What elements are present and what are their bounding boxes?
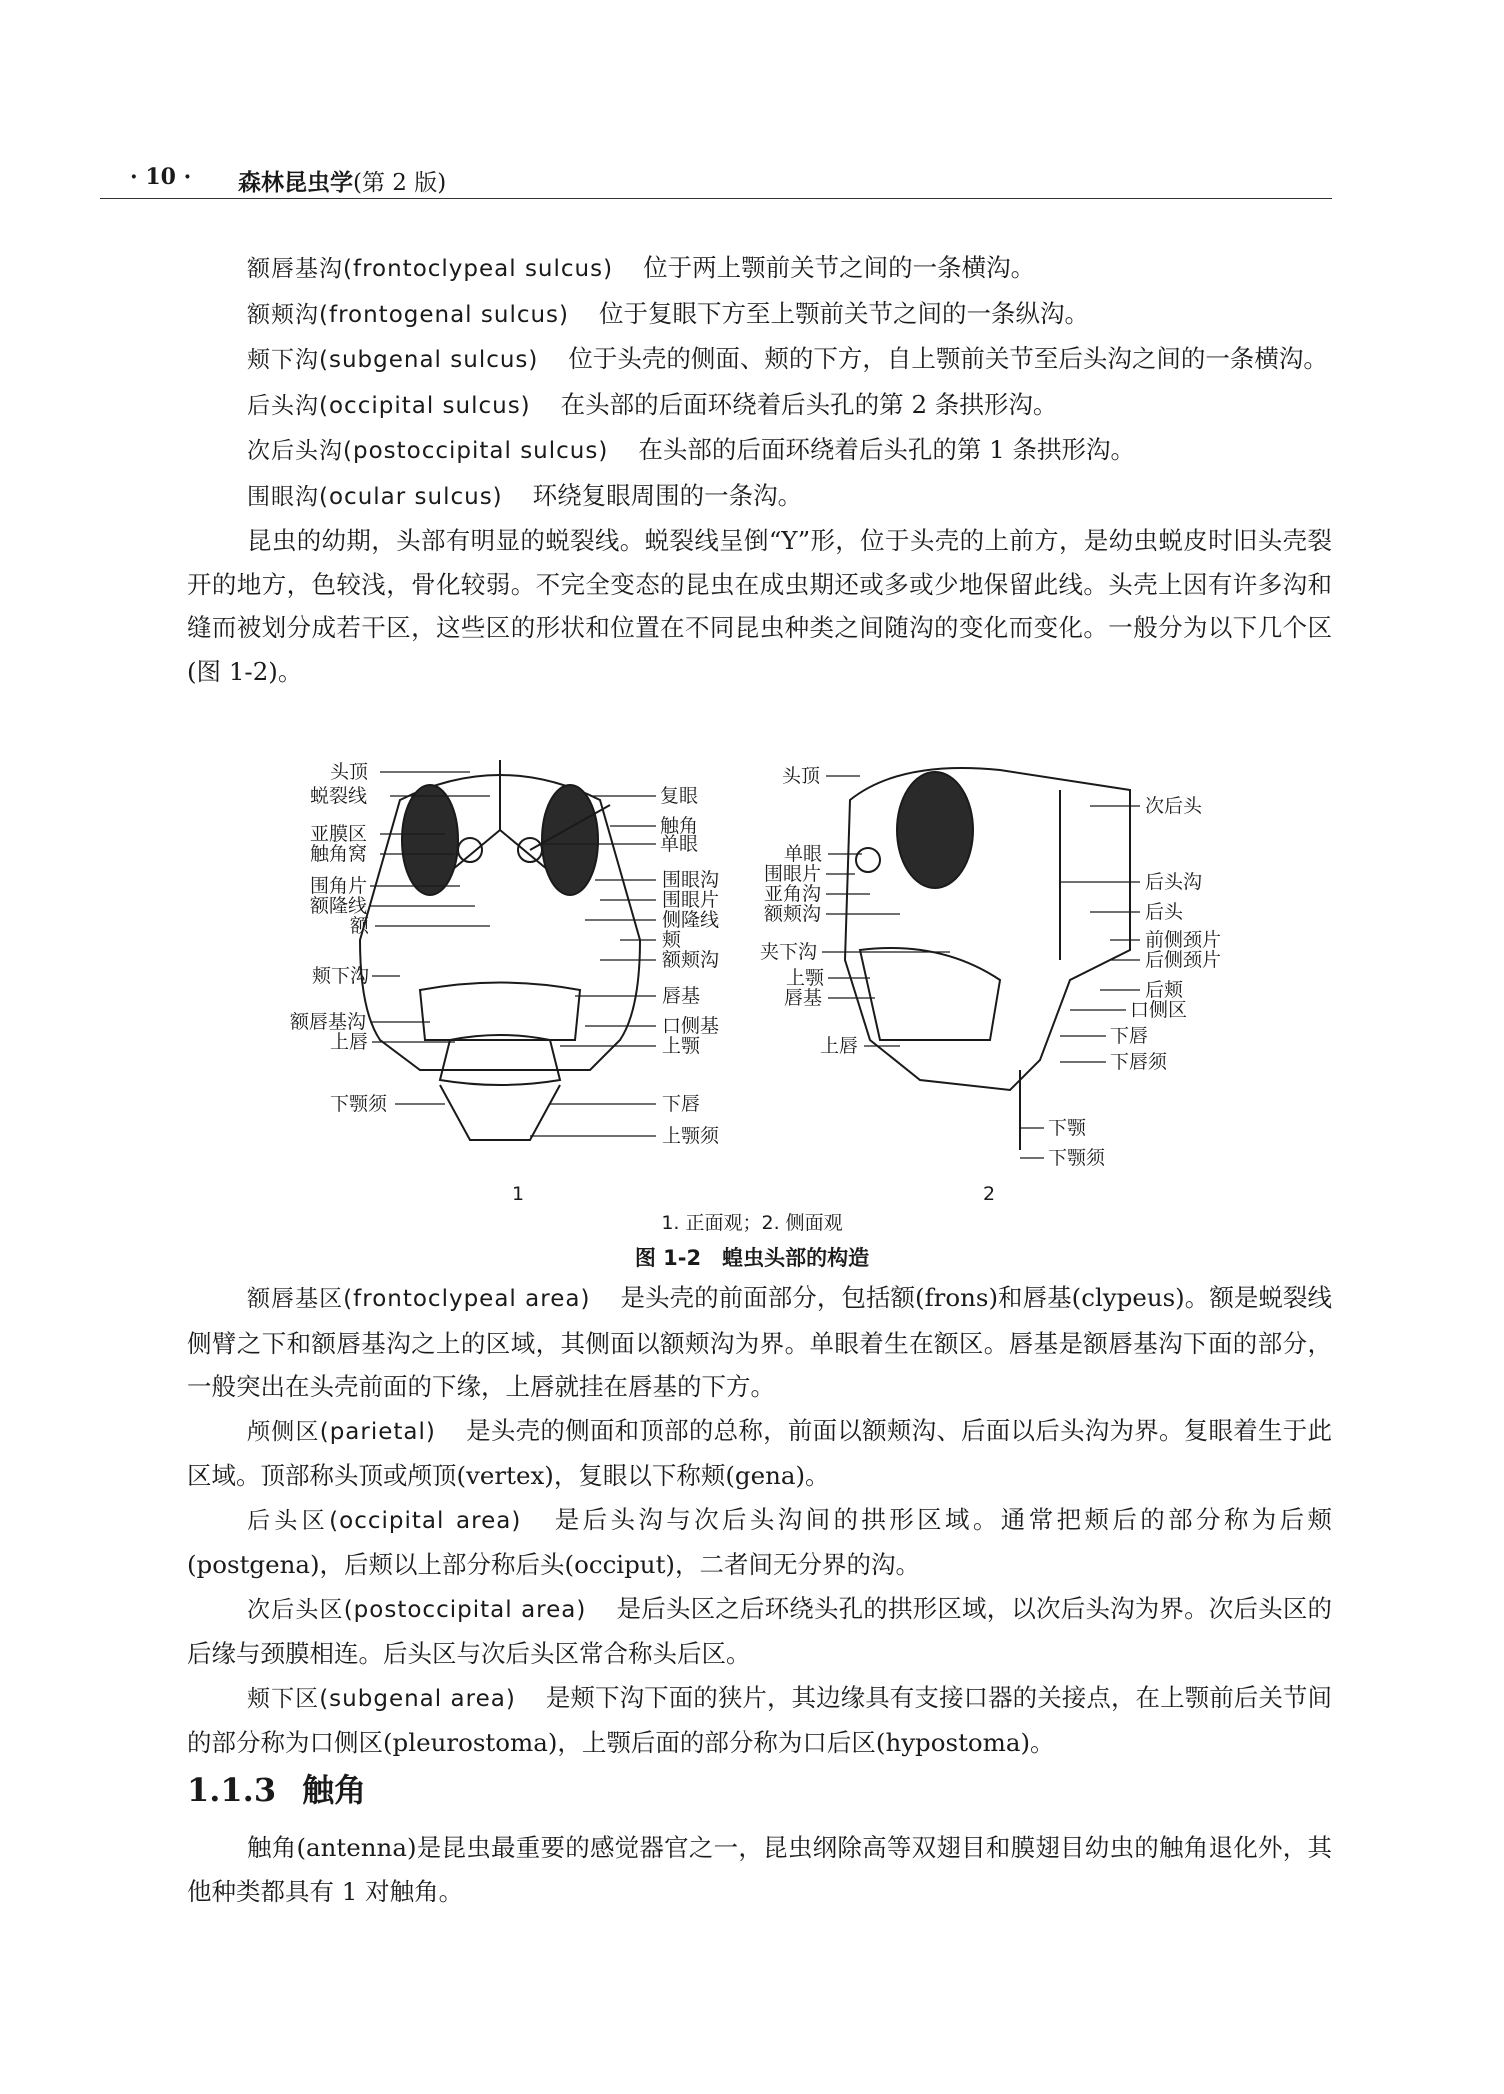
label-front-subgenal: 颊下沟 (312, 965, 370, 987)
definition-text: 环绕复眼周围的一条沟。 (532, 480, 803, 510)
label-front-labrum: 上唇 (330, 1031, 369, 1053)
label-front-maxillary-palp: 下颚须 (330, 1093, 388, 1115)
antenna-section-body (187, 1826, 1332, 1913)
label-front-frontogenal: 额颊沟 (662, 949, 720, 971)
book-title (238, 164, 446, 197)
front-view-labels (290, 761, 720, 1147)
definition-term: 额颊沟(frontogenal sulcus) (247, 301, 570, 328)
label-side-clypeus: 唇基 (784, 987, 823, 1009)
definition-term: 颅侧区(parietal) (247, 1418, 436, 1445)
label-side-labium: 下唇 (1110, 1025, 1149, 1047)
definition-paragraph (187, 383, 1332, 429)
antenna-paragraph: 触角(antenna)是昆虫最重要的感觉器官之一，昆虫纲除高等双翅目和膜翅目幼虫的触角退化外，其他种类都具有 1 对触角。 (187, 1833, 1332, 1906)
mouthparts-shape (440, 1085, 560, 1140)
label-front-frons: 额 (350, 915, 370, 937)
area-definitions (187, 1276, 1332, 1765)
definition-text: 是头壳的前面部分，包括额(frons)和唇基(clypeus)。额是蜕裂线侧臂之下和额唇基沟之上的区域，其侧面以额颊沟为界。单眼着生在额区。唇基是额唇基沟下面的部分，一般突出在头壳前面的下缘，上唇就挂在唇基的下方。 (187, 1283, 1332, 1401)
label-front-mandible: 上颚 (662, 1035, 701, 1057)
definition-term: 颊下沟(subgenal sulcus) (247, 347, 539, 373)
label-front-clypeus: 唇基 (662, 985, 701, 1007)
panel-2-label: 2 (983, 1183, 996, 1205)
definition-paragraph (187, 1676, 1332, 1765)
definition-text: 位于两上颚前关节之间的一条横沟。 (643, 253, 1036, 282)
definition-term: 次后头沟(postoccipital sulcus) (247, 438, 609, 464)
label-side-maxillary-palp: 下颚须 (1048, 1147, 1106, 1169)
label-side-occipital-sulcus: 后头沟 (1145, 871, 1203, 893)
figure-caption: 图 1-2 蝗虫头部的构造 (634, 1246, 870, 1270)
definition-term: 颊下区(subgenal area) (247, 1685, 516, 1712)
sulci-definitions (187, 246, 1332, 693)
label-front-ocular-sulcus: 围眼沟 (662, 869, 720, 891)
label-front-ocular-sclerite: 围眼片 (662, 889, 720, 911)
clypeus-shape (420, 983, 580, 1041)
definition-paragraph (187, 1587, 1332, 1676)
compound-eye-right-icon (542, 785, 598, 895)
labrum-shape (440, 1035, 560, 1085)
label-front-lateral-ridge: 侧隆线 (662, 909, 720, 931)
label-side-ocellus: 单眼 (784, 843, 823, 865)
running-header (100, 164, 1332, 196)
label-side-ocular-sclerite: 围眼片 (764, 863, 822, 885)
definition-paragraph (187, 337, 1332, 383)
compound-eye-left-icon (402, 785, 458, 895)
definition-term: 围眼沟(ocular sulcus) (247, 483, 503, 510)
front-view-drawing (360, 760, 640, 1140)
label-front-labium: 下唇 (662, 1093, 701, 1115)
definition-text: 在头部的后面环绕着后头孔的第 1 条拱形沟。 (638, 435, 1136, 464)
definition-paragraph (187, 246, 1332, 292)
side-view-drawing (845, 768, 1130, 1150)
definition-text: 在头部的后面环绕着后头孔的第 2 条拱形沟。 (560, 389, 1058, 419)
label-side-frontogenal: 额颊沟 (764, 903, 822, 925)
side-view-labels (760, 765, 1221, 1169)
side-head-outline (845, 768, 1130, 1090)
definition-text: 是头壳的侧面和顶部的总称，前面以额颊沟、后面以后头沟为界。复眼着生于此区域。顶部称头顶或颅顶(vertex)，复眼以下称颊(gena)。 (187, 1415, 1333, 1490)
label-front-compound-eye: 复眼 (660, 785, 699, 807)
definition-term: 后头沟(occipital sulcus) (247, 392, 531, 419)
label-side-labrum: 上唇 (820, 1035, 859, 1057)
label-front-ecdysial: 蜕裂线 (310, 785, 368, 807)
antennal-socket-side-icon (856, 848, 880, 872)
compound-eye-side-icon (897, 772, 973, 888)
definition-text: 位于头壳的侧面、颊的下方，自上颚前关节至后头沟之间的一条横沟。 (568, 344, 1328, 373)
definition-term: 额唇基区(frontoclypeal area) (247, 1286, 591, 1312)
label-side-subgenal: 夹下沟 (760, 941, 818, 963)
intro-paragraph: 昆虫的幼期，头部有明显的蜕裂线。蜕裂线呈倒“Y”形，位于头壳的上前方，是幼虫蜕皮时旧头壳裂开的地方，色较浅，骨化较弱。不完全变态的昆虫在成虫期还或多或少地保留此线。头壳上因有许多沟和缝而被划分成若干区，这些区的形状和位置在不同昆虫种类之间随沟的变化而变化。一般分为以下几个区(图 1-2)。 (187, 526, 1332, 686)
label-side-mandible: 上颚 (786, 967, 825, 989)
label-front-antennal-ring: 围角片 (310, 875, 368, 897)
panel-1-label: 1 (512, 1183, 525, 1205)
book-title-text: 森林昆虫学 (238, 169, 353, 196)
header-rule (100, 198, 1332, 199)
definition-term: 后头区(occipital area) (247, 1507, 522, 1534)
definition-text: 是后头区之后环绕头孔的拱形区域，以次后头沟为界。次后头区的后缘与颈膜相连。后头区与次后头区常合称头后区。 (187, 1593, 1333, 1668)
label-side-pleurostoma: 口侧区 (1130, 999, 1188, 1021)
ecdysial-line (440, 760, 560, 880)
section-number: 1.1.3 (187, 1771, 277, 1809)
mandible-side-shape (860, 948, 1000, 1040)
locust-head-diagram (0, 740, 1504, 1210)
label-side-postocciput: 次后头 (1145, 795, 1203, 817)
label-front-ocellus: 单眼 (660, 833, 699, 855)
label-side-labial-palp: 下唇须 (1110, 1051, 1168, 1073)
label-side-maxilla: 下颚 (1048, 1117, 1087, 1139)
definition-paragraph (187, 1276, 1332, 1409)
label-side-anterior-cervical: 前侧颈片 (1145, 929, 1222, 951)
definition-paragraph (187, 1498, 1332, 1587)
label-front-antenna: 触角 (660, 815, 699, 837)
label-front-antennal-socket: 触角窝 (310, 843, 368, 865)
label-front-pleurostoma: 口侧基 (662, 1015, 720, 1037)
label-front-frontoclypeal: 额唇基沟 (290, 1011, 367, 1033)
label-side-vertex: 头顶 (782, 765, 821, 787)
figure-1-2 (0, 740, 1504, 1280)
label-side-posterior-cervical: 后侧颈片 (1145, 949, 1222, 971)
section-heading (187, 1765, 366, 1811)
definition-text: 是颊下沟下面的狭片，其边缘具有支接口器的关接点，在上颚前后关节间的部分称为口侧区(pleurostoma)，上颚后面的部分称为口后区(hypostoma)。 (187, 1682, 1332, 1757)
definition-text: 位于复眼下方至上颚前关节之间的一条纵沟。 (599, 298, 1090, 328)
definition-term: 额唇基沟(frontoclypeal sulcus) (247, 256, 614, 282)
label-front-frontal-ridge: 额隆线 (310, 895, 368, 917)
label-front-vertex: 头顶 (330, 761, 369, 783)
section-title: 触角 (302, 1771, 367, 1809)
definition-text: 是后头沟与次后头沟间的拱形区域。通常把颊后的部分称为后颊(postgena)，后颊以上部分称后头(occiput)，二者间无分界的沟。 (187, 1504, 1333, 1579)
side-view-leader-lines (822, 776, 1140, 1158)
definition-paragraph (187, 1409, 1332, 1498)
definition-term: 次后头区(postoccipital area) (247, 1596, 587, 1623)
label-side-subantennal: 亚角沟 (764, 883, 822, 905)
definition-paragraph (187, 428, 1332, 474)
figure-subcaption: 1. 正面观；2. 侧面观 (661, 1212, 843, 1234)
antennal-socket-left-icon (458, 838, 482, 862)
label-front-submembrane: 亚膜区 (310, 823, 368, 845)
label-front-gena: 颊 (662, 929, 682, 951)
label-side-postgena: 后颊 (1145, 979, 1184, 1001)
label-side-occiput: 后头 (1145, 901, 1184, 923)
definition-paragraph (187, 292, 1332, 338)
label-front-mandibular-palp: 上颚须 (662, 1125, 720, 1147)
book-edition: (第 2 版) (353, 170, 447, 196)
definition-paragraph (187, 474, 1332, 520)
page-number: · 10 · (130, 164, 192, 190)
